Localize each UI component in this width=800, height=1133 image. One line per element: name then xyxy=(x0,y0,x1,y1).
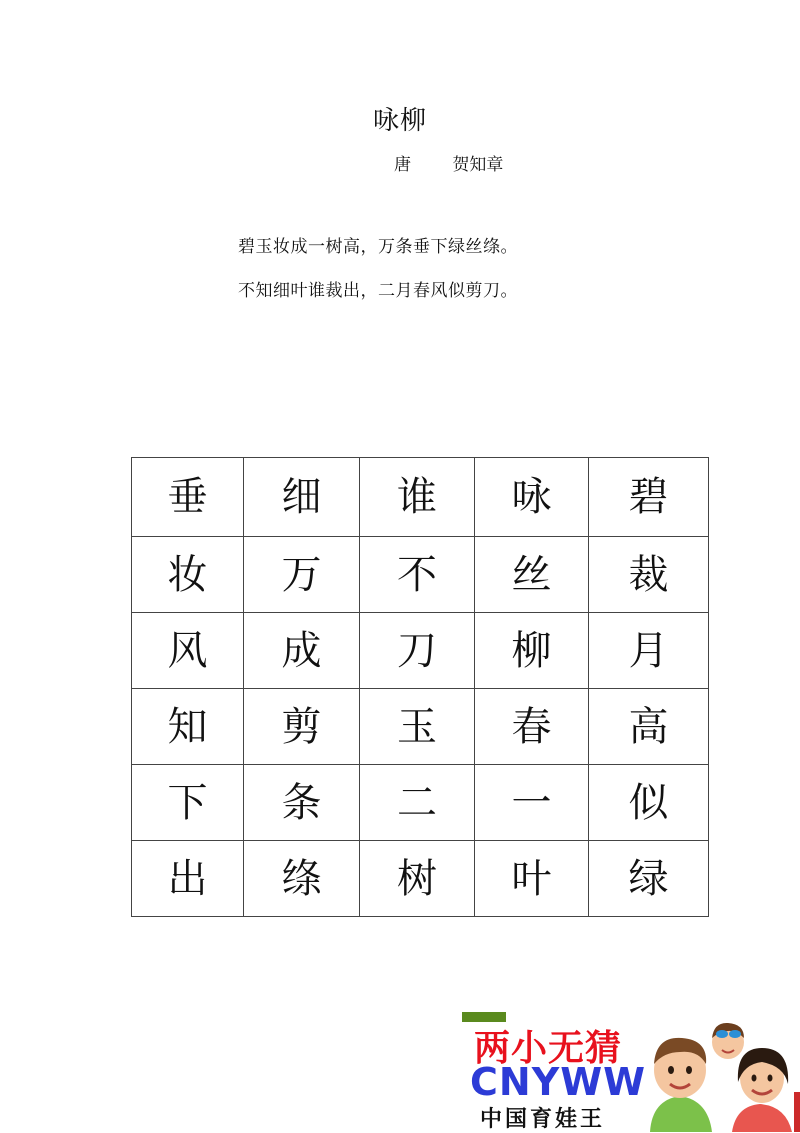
grid-cell: 树 xyxy=(360,841,475,917)
poem-line-2: 不知细叶谁裁出，二月春风似剪刀。 xyxy=(238,281,518,301)
grid-cell: 下 xyxy=(132,765,244,841)
grid-row xyxy=(132,841,709,917)
grid-cell: 柳 xyxy=(475,613,589,689)
grid-cell: 不 xyxy=(360,537,475,613)
grid-row xyxy=(132,765,709,841)
logo-name-en: CNYWW xyxy=(470,1060,647,1104)
grid-cell: 万 xyxy=(244,537,360,613)
site-logo xyxy=(462,1012,800,1132)
grid-cell: 垂 xyxy=(132,458,244,537)
grid-cell: 条 xyxy=(244,765,360,841)
grid-cell: 成 xyxy=(244,613,360,689)
grid-cell: 剪 xyxy=(244,689,360,765)
poem-author: 贺知章 xyxy=(452,155,504,175)
poem-line-1: 碧玉妆成一树高，万条垂下绿丝绦。 xyxy=(238,237,518,257)
grid-row xyxy=(132,689,709,765)
grid-cell: 高 xyxy=(589,689,709,765)
grid-cell: 月 xyxy=(589,613,709,689)
poem-title: 咏柳 xyxy=(372,106,427,136)
grid-cell: 绦 xyxy=(244,841,360,917)
grid-cell: 风 xyxy=(132,613,244,689)
grid-cell: 似 xyxy=(589,765,709,841)
grid-cell: 知 xyxy=(132,689,244,765)
grid-cell: 妆 xyxy=(132,537,244,613)
two-kids-cartoon-icon xyxy=(632,1012,800,1132)
grid-cell: 出 xyxy=(132,841,244,917)
grid-cell: 二 xyxy=(360,765,475,841)
grid-cell: 细 xyxy=(244,458,360,537)
grid-cell: 谁 xyxy=(360,458,475,537)
logo-name-cn: 两小无猜 xyxy=(474,1028,623,1069)
character-grid xyxy=(131,457,709,917)
poem-dynasty: 唐 xyxy=(394,155,411,175)
grid-row xyxy=(132,537,709,613)
grid-cell: 绿 xyxy=(589,841,709,917)
grid-cell: 一 xyxy=(475,765,589,841)
grid-cell: 咏 xyxy=(475,458,589,537)
logo-subtitle: 中国育娃王 xyxy=(480,1107,606,1132)
poem-byline xyxy=(394,150,503,175)
grid-cell: 叶 xyxy=(475,841,589,917)
grid-cell: 丝 xyxy=(475,537,589,613)
grid-cell: 刀 xyxy=(360,613,475,689)
grid-cell: 碧 xyxy=(589,458,709,537)
grid-cell: 玉 xyxy=(360,689,475,765)
grid-row xyxy=(132,458,709,537)
grid-cell: 裁 xyxy=(589,537,709,613)
grid-cell: 春 xyxy=(475,689,589,765)
grid-row xyxy=(132,613,709,689)
